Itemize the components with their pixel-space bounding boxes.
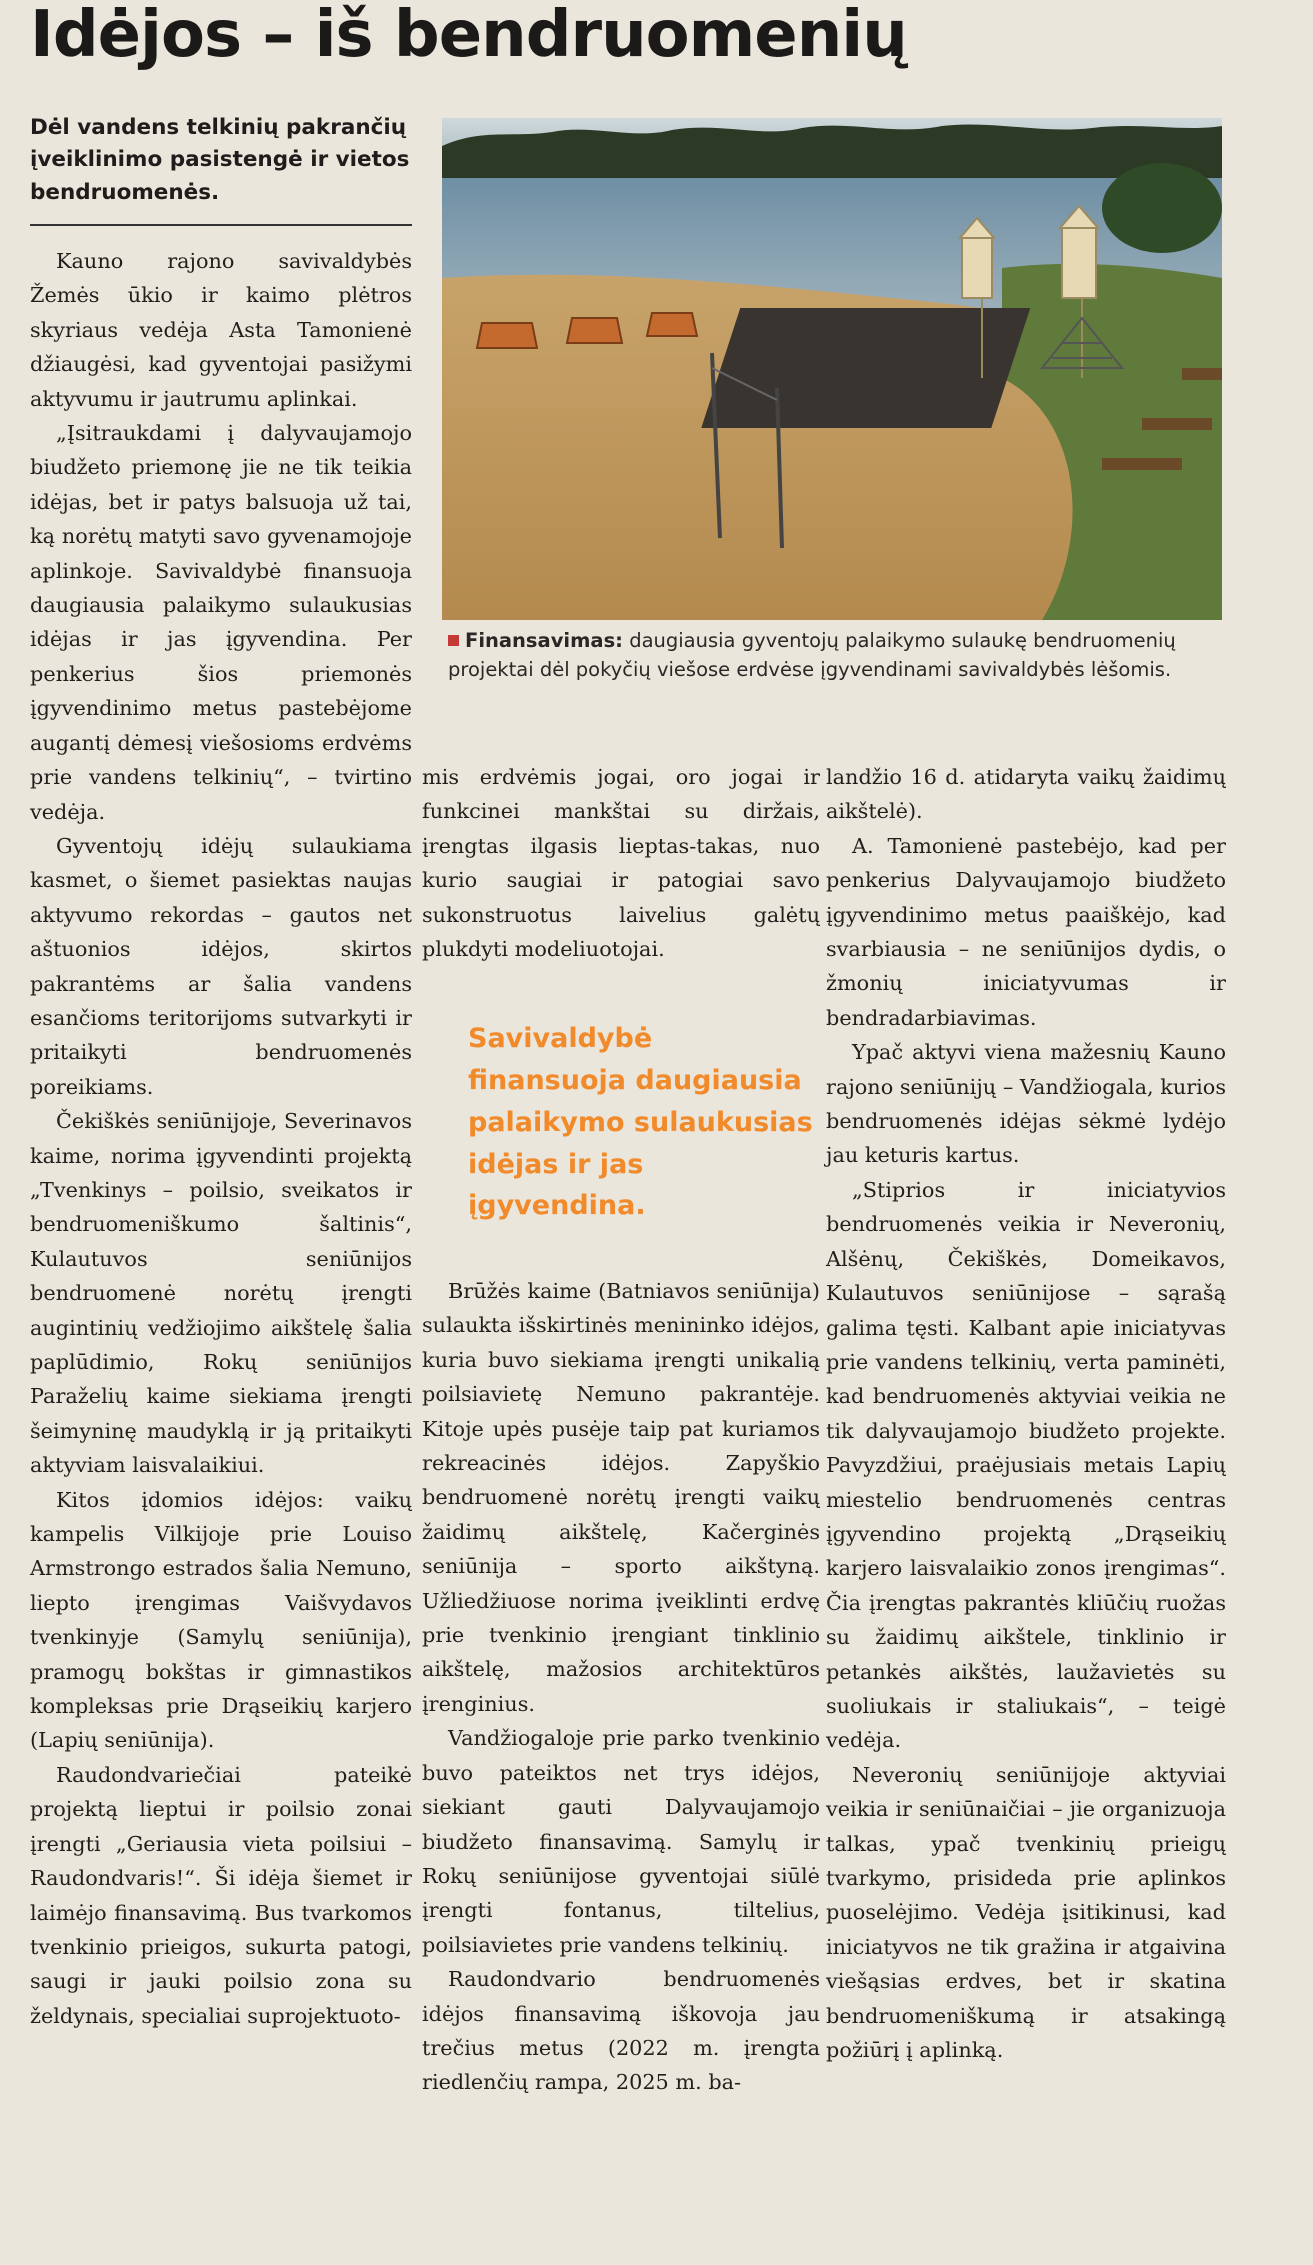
- photo-caption: [448, 626, 1228, 685]
- paragraph: Brūžės kaime (Batniavos seniūnija) sulaukta išskirtinės menininko idėjos, kuria buvo siekiama įrengti unikalią poilsiavietę Nemuno pakrantėje. Kitoje upės pusėje taip pat kuriamos rekreacinės idėjos. Zapyškio bendruomenė norėtų įrengti vaikų žaidimų aikštelę, Kačerginės seniūnija – sporto aikštyną. Užliedžiuose norima įveiklinti erdvę prie tvenkinio įrengiant tinklinio aikštelę, mažosios architektūros įrenginius.: [422, 1279, 820, 1716]
- paragraph: Ypač aktyvi viena mažesnių Kauno rajono seniūnijų – Vandžiogala, kurios bendruomenės idėjas sėkmė lydėjo jau keturis kartus.: [826, 1040, 1226, 1168]
- caption-text: daugiausia gyventojų palaikymo sulaukę bendruomenių projektai dėl pokyčių viešose erdvėse įgyvendinami savivaldybės lėšomis.: [448, 629, 1176, 682]
- paragraph: Kitos įdomios idėjos: vaikų kampelis Vilkijoje prie Louiso Armstrongo estrados šalia Nemuno, liepto įrengimas Vaišvydavos tvenkinyje (Samylų seniūnija), pramogų bokštas ir gimnastikos kompleksas prie Drąseikių karjero (Lapių seniūnija).: [30, 1487, 412, 1753]
- beach-playground-photo: [442, 118, 1222, 620]
- lead-divider: [30, 224, 412, 226]
- paragraph: „Stiprios ir iniciatyvios bendruomenės veikia ir Neveronių, Alšėnų, Čekiškės, Domeikavos, Kulautuvos seniūnijose – sąrašą galima tęsti. Kalbant apie iniciatyvas prie vandens telkinių, verta paminėti, kad bendruomenės aktyviai veikia ne tik dalyvaujamojo biudžeto projekte. Pavyzdžiui, praėjusiais metais Lapių miestelio bendruomenės centras įgyvendino projektą „Drąseikių karjero laisvalaikio zonos įrengimas“. Čia įrengtas pakrantės kliūčių ruožas su žaidimų aikštele, tinklinio ir petankės aikštės, laužavietės su suoliukais ir staliukais“, – teigė vedėja.: [826, 1177, 1226, 1753]
- paragraph: Gyventojų idėjų sulaukiama kasmet, o šiemet pasiektas naujas aktyvumo rekordas – gautos net aštuonios idėjos, skirtos pakrantėms ar šalia vandens esančioms teritorijoms sutvarkyti ir pritaikyti bendruomenės poreikiams.: [30, 833, 412, 1099]
- paragraph: Raudondvario bendruomenės idėjos finansavimą iškovoja jau trečius metus (2022 m. įrengta riedlenčių rampa, 2025 m. ba-: [422, 1967, 820, 2095]
- paragraph: mis erdvėmis jogai, oro jogai ir funkcinei mankštai su diržais, įrengtas ilgasis lieptas-takas, nuo kurio saugiai ir patogiai savo sukonstruotus laivelius galėtų plukdyti modeliuotojai.: [422, 765, 820, 962]
- column-3: [826, 760, 1226, 2067]
- column-2: [422, 1274, 820, 2100]
- column-2-top: [422, 760, 820, 966]
- caption-label: Finansavimas:: [465, 629, 623, 652]
- paragraph: landžio 16 d. atidaryta vaikų žaidimų aikštelė).: [826, 765, 1226, 824]
- paragraph: Raudondvariečiai pateikė projektą lieptui ir poilsio zonai įrengti „Geriausia vieta poilsiui – Raudondvaris!“. Ši idėja šiemet ir laimėjo finansavimą. Bus tvarkomos tvenkinio prieigos, sukurta patogi, saugi ir jauki poilsio zona su želdynais, specialiai suprojektuoto-: [30, 1762, 412, 2028]
- lead-paragraph: Dėl vandens telkinių pakrančių įveiklinimo pasistengė ir vietos bendruomenės.: [30, 115, 410, 205]
- headline: Idėjos – iš bendruomenių: [30, 0, 907, 72]
- paragraph: A. Tamonienė pastebėjo, kad per penkerius Dalyvaujamojo biudžeto įgyvendinimo metus paaiškėjo, kad svarbiausia – ne seniūnijos dydis, o žmonių iniciatyvumas ir bendradarbiavimas.: [826, 833, 1226, 1030]
- pull-quote: Savivaldybė finansuoja daugiausia palaikymo sulaukusias idėjas ir jas įgyvendina.: [468, 1023, 813, 1222]
- paragraph: Čekiškės seniūnijoje, Severinavos kaime, norima įgyvendinti projektą „Tvenkinys – poilsio, sveikatos ir bendruomeniškumo šaltinis“, Kulautuvos seniūnijos bendruomenė norėtų įrengti augintinių vedžiojimo aikštelę šalia paplūdimio, Rokų seniūnijos Paraželių kaime siekiama įrengti šeimyninę maudyklą ir ją pritaikyti aktyviam laisvalaikiui.: [30, 1109, 412, 1478]
- column-1: [30, 244, 412, 2033]
- paragraph: Vandžiogaloje prie parko tvenkinio buvo pateiktos net trys idėjos, siekiant gauti Dalyvaujamojo biudžeto finansavimą. Samylų ir Rokų seniūnijose gyventojai siūlė įrengti fontanus, tiltelius, poilsiavietes prie vandens telkinių.: [422, 1726, 820, 1957]
- paragraph: Neveronių seniūnijoje aktyviai veikia ir seniūnaičiai – jie organizuoja talkas, ypač tvenkinių prieigų tvarkymo, prisideda prie aplinkos puoselėjimo. Vedėja įsitikinusi, kad iniciatyvos ne tik gražina ir atgaivina viešąsias erdves, bet ir skatina bendruomeniškumą ir atsakingą požiūrį į aplinką.: [826, 1762, 1226, 2063]
- paragraph: „Įsitraukdami į dalyvaujamojo biudžeto priemonę jie ne tik teikia idėjas, bet ir patys balsuoja už tai, ką norėtų matyti savo gyvenamojoje aplinkoje. Savivaldybė finansuoja daugiausia palaikymo sulaukusias idėjas ir jas įgyvendina. Per penkerius šios priemonės įgyvendinimo metus pastebėjome augantį dėmesį viešosioms erdvėms prie vandens telkinių“, – tvirtino vedėja.: [30, 421, 412, 824]
- caption-marker: [448, 635, 459, 646]
- paragraph: Kauno rajono savivaldybės Žemės ūkio ir kaimo plėtros skyriaus vedėja Asta Tamonienė džiaugėsi, kad gyventojai pasižymi aktyvumu ir jautrumu aplinkai.: [30, 249, 412, 411]
